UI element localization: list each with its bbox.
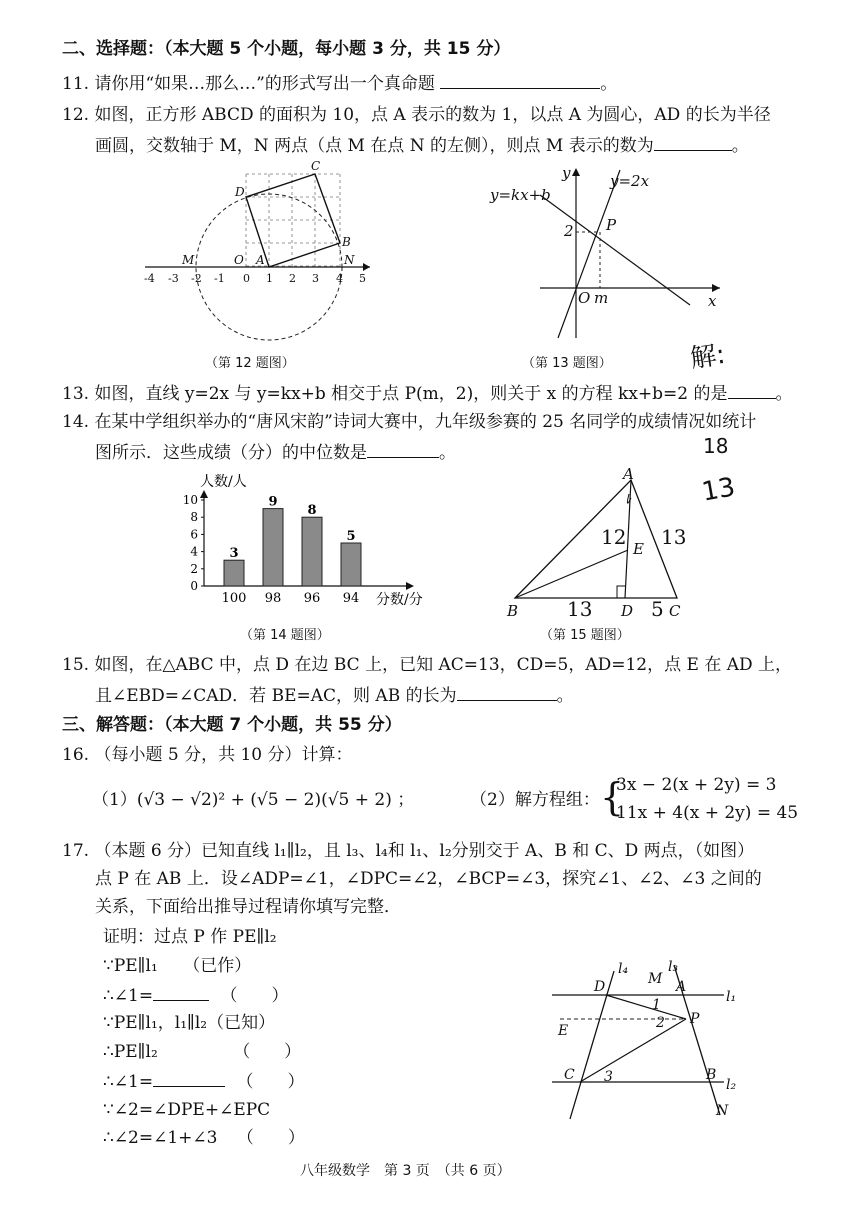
line-label-l2: l₂ [726, 1077, 737, 1093]
tick-label: 3 [312, 272, 319, 285]
point-label-m: M [648, 971, 663, 987]
question-13: 13. 如图，直线 y=2x 与 y=kx+b 相交于点 P(m，2)，则关于 x 的方程 kx+b=2 的是 。 [62, 384, 793, 404]
point-label-b: B [342, 235, 351, 249]
y-tick-label: 0 [190, 579, 198, 593]
point-label-a: A [256, 253, 265, 267]
bar-value-label: 8 [307, 503, 317, 519]
question-17-line1: 17. （本题 6 分）已知直线 l₁∥l₂，且 l₃、l₄和 l₁、l₂分别交于 A、B 和 C、D 两点，（如图） [62, 841, 755, 861]
proof-step-7: ∵∠2=∠DPE+∠EPC [103, 1100, 271, 1120]
caption-fig12: （第 12 题图） [205, 356, 295, 371]
proof-step-5: ∴PE∥l₂ （ ） [103, 1042, 302, 1062]
proof-step-4: ∵PE∥l₁，l₁∥l₂（已知） [103, 1013, 276, 1033]
y-tick-label: 10 [182, 493, 198, 507]
handwritten-note-18: 18 [703, 434, 729, 458]
point-label-a: A [676, 979, 687, 995]
angle-label-2: 2 [656, 1015, 665, 1031]
bar [302, 517, 322, 586]
line-label-l3: l₃ [668, 959, 679, 975]
point-label-m: m [594, 289, 609, 307]
question-15-line1: 15. 如图，在△ABC 中，点 D 在边 BC 上，已知 AC=13，CD=5，AD=12，点 E 在 AD 上， [62, 655, 793, 675]
x-axis-label: 分数/分 [376, 592, 423, 608]
y-tick-label: 8 [190, 510, 198, 525]
section-title-choice: 二、选择题：（本大题 5 个小题，每小题 3 分，共 15 分） [62, 39, 511, 59]
answer-blank-12[interactable] [654, 134, 732, 151]
point-label-n: N [716, 1103, 729, 1119]
proof-step-2: ∵PE∥l₁ （已作） [103, 956, 252, 976]
bar-value-label: 3 [229, 546, 239, 562]
point-label-p: P [690, 1011, 700, 1027]
point-label-e: E [558, 1023, 569, 1039]
point-label-c: C [311, 159, 321, 173]
proof-step-1: 证明：过点 P 作 PE∥l₂ [103, 927, 277, 947]
reason-blank-4[interactable]: （ ） [236, 1128, 305, 1148]
y-tick-label: 6 [190, 527, 198, 542]
question-17-line2: 点 P 在 AB 上．设∠ADP=∠1，∠DPC=∠2，∠BCP=∠3，探究∠1、∠2、∠3 之间的 [95, 869, 762, 889]
handwritten-5: 5 [651, 597, 664, 621]
equation-brace: { [600, 775, 625, 819]
tick-label: 0 [243, 272, 250, 285]
handwritten-note-jie: 解: [688, 339, 728, 375]
reason-blank-3[interactable]: （ ） [236, 1072, 305, 1092]
point-label-o: O [234, 253, 244, 267]
question-14-line2: 图所示．这些成绩（分）的中位数是 。 [95, 443, 456, 463]
answer-blank-13[interactable] [728, 382, 776, 399]
angle-label-1: 1 [652, 997, 661, 1013]
answer-blank-14[interactable] [367, 441, 439, 458]
answer-blank-11[interactable] [440, 72, 600, 89]
reason-blank-2[interactable]: （ ） [233, 1042, 302, 1062]
caption-fig13: （第 13 题图） [522, 356, 612, 371]
tick-label: 4 [336, 272, 343, 285]
handwritten-13-base: 13 [567, 597, 593, 621]
point-label-c: C [564, 1067, 575, 1083]
line-label-l1: l₁ [726, 989, 737, 1005]
line-label-l4: l₄ [618, 961, 629, 977]
answer-blank-15[interactable] [457, 684, 557, 701]
figure-15 [505, 465, 705, 621]
question-12-line2: 画圆，交数轴于 M，N 两点（点 M 在点 N 的左侧），则点 M 表示的数为 。 [95, 136, 749, 156]
tick-label: -1 [214, 272, 225, 285]
bar-value-label: 5 [346, 529, 356, 544]
section-title-answers: 三、解答题：（本大题 7 个小题，共 55 分） [62, 715, 402, 735]
question-14-line1: 14. 在某中学组织举办的“唐风宋韵”诗词大赛中，九年级参赛的 25 名同学的成绩情况如统计 [62, 412, 757, 432]
bar-value-label: 9 [268, 494, 278, 510]
point-label-p: P [606, 216, 617, 234]
handwritten-12: 12 [601, 525, 627, 549]
question-15-line2: 且∠EBD=∠CAD．若 BE=AC，则 AB 的长为 。 [95, 686, 574, 706]
category-label: 96 [303, 591, 321, 606]
y-value-2: 2 [564, 222, 574, 240]
point-label-c: C [669, 602, 681, 620]
equation-2: 11x + 4(x + 2y) = 45 [616, 803, 799, 823]
question-16-part1: （1）(√3 − √2)² + (√5 − 2)(√5 + 2) ； [92, 790, 415, 810]
proof-step-6: ∴∠1= （ ） [103, 1072, 305, 1092]
bar [263, 509, 283, 586]
figure-17 [548, 955, 748, 1125]
question-16-part2: （2）解方程组： [470, 790, 600, 810]
equation-1: 3x − 2(x + 2y) = 3 [616, 775, 777, 795]
tick-label: -3 [168, 272, 179, 285]
question-17-line3: 关系，下面给出推导过程请你填写完整． [95, 897, 401, 917]
tick-label: 1 [266, 272, 273, 285]
question-16: 16. （每小题 5 分，共 10 分）计算： [62, 745, 353, 765]
handwritten-13-side: 13 [661, 525, 687, 549]
tick-label: -2 [191, 272, 202, 285]
bar [224, 560, 244, 586]
question-11: 11. 请你用“如果…那么…”的形式写出一个真命题 。 [62, 74, 618, 94]
proof-step-8: ∴∠2=∠1+∠3 （ ） [103, 1128, 305, 1148]
point-label-d: D [621, 602, 634, 620]
axis-label-x: x [708, 292, 717, 310]
figure-12 [140, 160, 380, 360]
point-label-b: B [706, 1067, 717, 1083]
y-axis-label: 人数/人 [200, 474, 247, 490]
point-label-n: N [344, 253, 355, 267]
tick-label: 5 [359, 272, 366, 285]
figure-13 [480, 160, 740, 350]
handwritten-note-13: 13 [699, 472, 738, 508]
category-label: 94 [342, 591, 360, 606]
category-label: 98 [264, 591, 282, 606]
caption-fig14: （第 14 题图） [240, 628, 330, 643]
question-12-line1: 12. 如图，正方形 ABCD 的面积为 10，点 A 表示的数为 1，以点 A 为圆心，AD 的长为半径 [62, 105, 771, 125]
caption-fig15: （第 15 题图） [540, 628, 630, 643]
page-footer: 八年级数学 第 3 页 （共 6 页） [300, 1163, 511, 1179]
point-label-d: D [594, 979, 606, 995]
proof-blank-2[interactable] [153, 1070, 225, 1087]
line-label-2x: y=2x [610, 172, 650, 190]
point-label-e: E [633, 540, 644, 558]
reason-blank-1[interactable]: （ ） [220, 986, 289, 1006]
proof-blank-1[interactable] [153, 984, 209, 1001]
figure-14-bar-chart [180, 474, 450, 614]
origin-label: O [578, 289, 591, 307]
point-label-b: B [507, 602, 519, 620]
proof-step-3: ∴∠1= （ ） [103, 986, 289, 1006]
y-tick-label: 4 [190, 544, 198, 559]
category-label: 100 [221, 591, 247, 606]
angle-label-3: 3 [604, 1069, 613, 1085]
line-label-kxb: y=kx+b [490, 186, 551, 204]
tick-label: -4 [144, 272, 155, 285]
point-label-a: A [623, 465, 634, 483]
y-tick-label: 2 [190, 561, 198, 576]
point-label-m: M [182, 253, 195, 267]
tick-label: 2 [289, 272, 296, 285]
point-label-d: D [235, 185, 245, 199]
axis-label-y: y [562, 164, 571, 182]
bar [341, 543, 361, 586]
